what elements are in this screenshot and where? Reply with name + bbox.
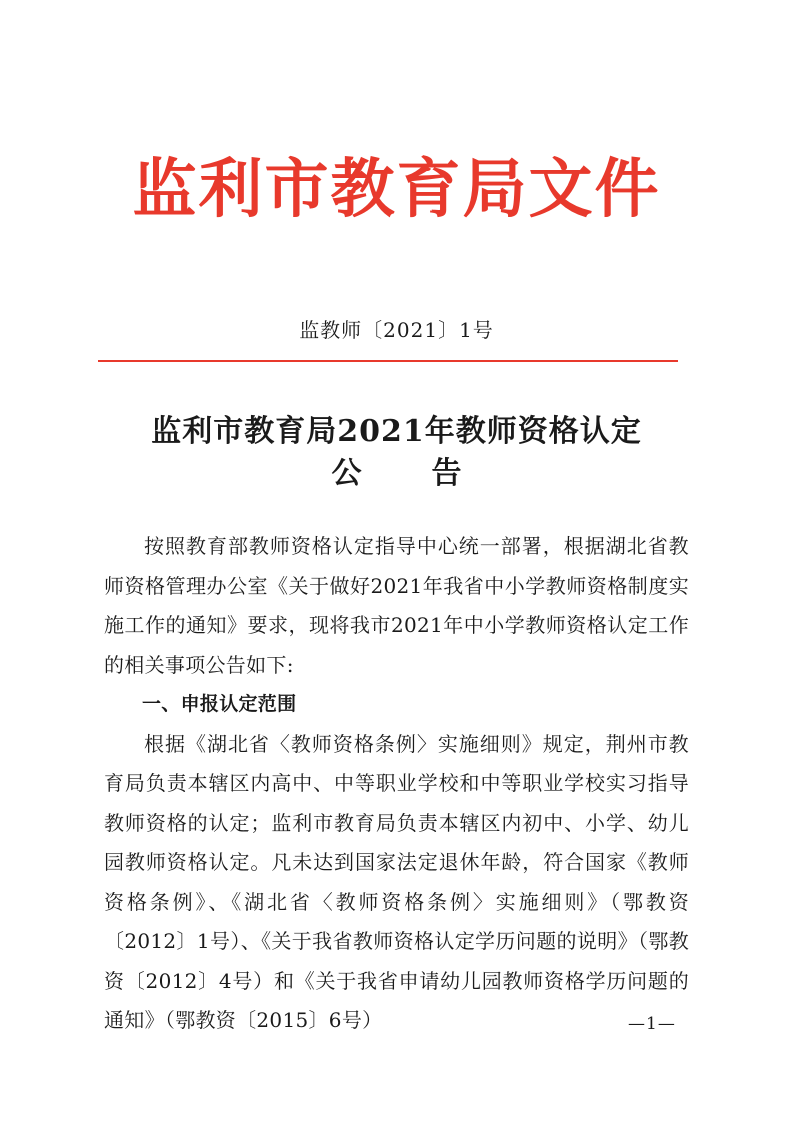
announcement-subtitle — [0, 454, 793, 494]
section-heading: 一、申报认定范围 — [142, 693, 297, 715]
document-body — [104, 527, 689, 1041]
announcement-title: 监利市教育局2021年教师资格认定 — [151, 414, 642, 449]
masthead-title: 监利市教育局文件 — [132, 152, 661, 227]
scope-paragraph: 根据《湖北省〈教师资格条例〉实施细则》规定，荆州市教育局负责本辖区内高中、中等职业学校和中等职业学校实习指导教师资格的认定；监利市教育局负责本辖区内初中、小学、幼儿园教师资格认定。凡未达到国家法定退休年龄，符合国家《教师资格条例》、《湖北省〈教师资格条例〉实施细则》（鄂教资〔2012〕1号）、《关于我省教师资格认定学历问题的说明》（鄂教资〔2012〕4号）和《关于我省申请幼儿园教师资格学历问题的通知》（鄂教资〔2015〕6号） — [104, 731, 689, 1032]
intro-paragraph: 按照教育部教师资格认定指导中心统一部署，根据湖北省教师资格管理办公室《关于做好2021年我省中小学教师资格制度实施工作的通知》要求，现将我市2021年中小学教师资格认定工作的相关事项公告如下: — [104, 534, 689, 677]
subtitle-char-1: 公 — [331, 456, 362, 491]
red-divider — [98, 360, 678, 362]
page-number: —1— — [628, 1014, 676, 1034]
document-number: 监教师〔2021〕1号 — [299, 318, 494, 342]
subtitle-char-2: 告 — [431, 456, 462, 491]
